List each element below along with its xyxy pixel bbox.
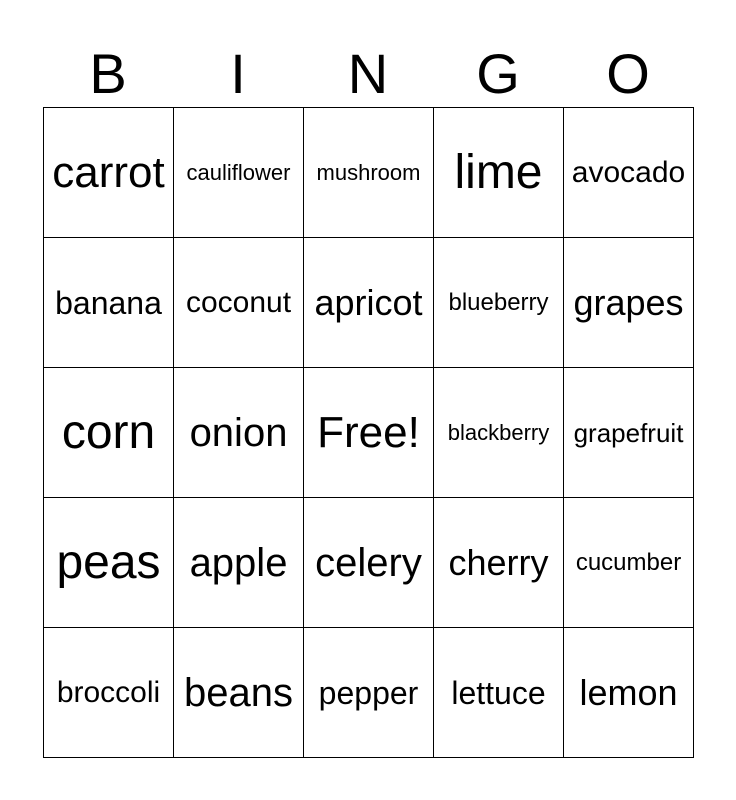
- header-letter-b: B: [89, 42, 127, 105]
- bingo-cell[interactable]: pepper: [304, 628, 434, 758]
- header-letter-i: I: [230, 42, 246, 105]
- bingo-cell[interactable]: cherry: [434, 498, 564, 628]
- free-space-cell[interactable]: Free!: [304, 368, 434, 498]
- header-letter-o: O: [606, 42, 650, 105]
- bingo-cell[interactable]: blueberry: [434, 238, 564, 368]
- bingo-cell[interactable]: lemon: [564, 628, 694, 758]
- bingo-cell[interactable]: apple: [174, 498, 304, 628]
- bingo-cell[interactable]: onion: [174, 368, 304, 498]
- bingo-cell[interactable]: lettuce: [434, 628, 564, 758]
- bingo-cell[interactable]: celery: [304, 498, 434, 628]
- bingo-cell[interactable]: carrot: [44, 108, 174, 238]
- bingo-cell[interactable]: cucumber: [564, 498, 694, 628]
- bingo-cell[interactable]: blackberry: [434, 368, 564, 498]
- bingo-header: [43, 40, 693, 108]
- header-letter-n: N: [347, 42, 389, 105]
- bingo-cell[interactable]: mushroom: [304, 108, 434, 238]
- bingo-cell[interactable]: grapefruit: [564, 368, 694, 498]
- bingo-cell[interactable]: apricot: [304, 238, 434, 368]
- header-letter-g: G: [476, 42, 520, 105]
- bingo-cell[interactable]: banana: [44, 238, 174, 368]
- bingo-cell[interactable]: coconut: [174, 238, 304, 368]
- bingo-cell[interactable]: avocado: [564, 108, 694, 238]
- bingo-cell[interactable]: beans: [174, 628, 304, 758]
- bingo-cell[interactable]: corn: [44, 368, 174, 498]
- bingo-cell[interactable]: grapes: [564, 238, 694, 368]
- bingo-cell[interactable]: broccoli: [44, 628, 174, 758]
- bingo-cell[interactable]: cauliflower: [174, 108, 304, 238]
- bingo-cell[interactable]: lime: [434, 108, 564, 238]
- bingo-cell[interactable]: peas: [44, 498, 174, 628]
- bingo-board: [43, 107, 694, 758]
